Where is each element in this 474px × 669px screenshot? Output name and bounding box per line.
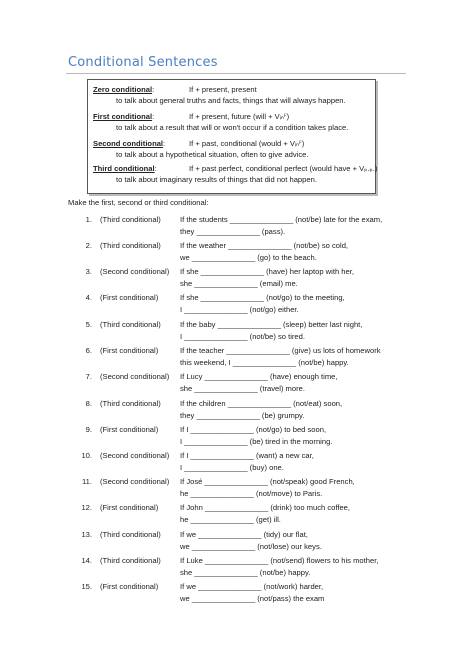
exercise-number: 10. [81,451,92,460]
exercise-line-1: If Luke _______________ (not/send) flowers to his mother, [180,556,379,565]
exercise-line-1: If José _______________ (not/speak) good French, [180,477,355,486]
definition-name: Zero conditional [93,85,153,94]
exercise-type: (First conditional) [100,293,159,302]
exercise-line-2: they _______________ (be) grumpy. [180,411,305,420]
definition-name: Second conditional [93,139,164,148]
definition-formula: If + present, future (will + Vᵢₙꟳ) [189,112,290,121]
exercise-number: 7. [85,372,92,381]
definition-name: First conditional [93,112,153,121]
exercise-type: (First conditional) [100,346,159,355]
exercise-line-1: If John _______________ (drink) too much coffee, [180,503,350,512]
exercise-line-1: If she _______________ (not/go) to the meeting, [180,293,345,302]
exercise-number: 9. [85,425,92,434]
exercise-type: (Third conditional) [100,320,161,329]
exercise-type: (First conditional) [100,582,159,591]
exercise-line-1: If Lucy _______________ (have) enough time, [180,372,338,381]
exercise-number: 4. [85,293,92,302]
definition-first: First conditional: If + present, future (will + Vᵢₙꟳ) to talk about a result that will or won't occur if a condition takes place. [93,112,349,132]
exercise-type: (Third conditional) [100,399,161,408]
definition-description: to talk about imaginary results of things that did not happen. [116,174,317,184]
exercise-line-1: If we _______________ (not/work) harder, [180,582,324,591]
exercise-line-2: he _______________ (not/move) to Paris. [180,489,323,498]
exercise-type: (Second conditional) [100,451,170,460]
exercise-line-1: If the baby _______________ (sleep) better last night, [180,320,363,329]
definition-third: Third conditional: If + past perfect, conditional perfect (would have + Vₚ.ₚ.) to talk about imaginary results of things that did not happen. [93,164,378,184]
exercise-line-1: If the students _______________ (not/be) late for the exam, [180,215,383,224]
exercise-line-1: If the children _______________ (not/eat) soon, [180,399,343,408]
definition-description: to talk about general truths and facts, things that will always happen. [116,95,346,105]
exercise-number: 12. [81,503,92,512]
definition-description: to talk about a hypothetical situation, often to give advice. [116,149,309,159]
definition-second: Second conditional: If + past, conditional (would + Vᵢₙꟳ) to talk about a hypothetical situation, often to give advice. [93,139,309,159]
exercise-number: 15. [81,582,92,591]
exercise-number: 6. [85,346,92,355]
exercise-line-1: If she _______________ (have) her laptop with her, [180,267,354,276]
exercise-line-2: I _______________ (not/go) either. [180,305,299,314]
exercise-line-1: If the weather _______________ (not/be) so cold, [180,241,349,250]
exercise-number: 11. [82,477,92,486]
exercise-line-1: If the teacher _______________ (give) us lots of homework [180,346,381,355]
exercise-line-2: I _______________ (be) tired in the morning. [180,437,333,446]
exercise-line-2: we _______________ (not/pass) the exam [180,594,325,603]
exercise-line-2: she _______________ (travel) more. [180,384,305,393]
definition-formula: If + past, conditional (would + Vᵢₙꟳ) [189,139,305,148]
exercise-type: (Third conditional) [100,215,161,224]
exercise-number: 14. [81,556,92,565]
exercise-number: 2. [85,241,92,250]
definition-zero: Zero conditional: If + present, present to talk about general truths and facts, things that will always happen. [93,85,346,105]
exercise-line-2: I _______________ (buy) one. [180,463,284,472]
exercise-number: 8. [85,399,92,408]
conditionals-reference-box [87,79,376,194]
page-title: Conditional Sentences [68,55,218,70]
exercise-line-2: he _______________ (get) ill. [180,515,281,524]
definition-formula: If + past perfect, conditional perfect (would have + Vₚ.ₚ.) [189,164,378,173]
exercise-line-2: I _______________ (not/be) so tired. [180,332,305,341]
exercise-line-2: she _______________ (not/be) happy. [180,568,311,577]
exercise-instruction: Make the first, second or third conditional: [68,198,209,207]
exercise-type: (Second conditional) [100,477,170,486]
exercise-type: (First conditional) [100,503,159,512]
exercise-number: 3. [85,267,92,276]
exercise-type: (Third conditional) [100,241,161,250]
exercise-line-2: she _______________ (email) me. [180,279,298,288]
definition-description: to talk about a result that will or won't occur if a condition takes place. [116,122,349,132]
exercise-line-1: If we _______________ (tidy) our flat, [180,530,308,539]
exercise-type: (Second conditional) [100,372,170,381]
definition-formula: If + present, present [189,85,257,94]
definition-name: Third conditional [93,164,155,173]
exercise-line-2: they _______________ (pass). [180,227,286,236]
exercise-line-1: If I _______________ (not/go) to bed soon, [180,425,327,434]
exercise-number: 13. [81,530,92,539]
exercise-type: (Second conditional) [100,267,170,276]
exercise-line-1: If I _______________ (want) a new car, [180,451,314,460]
exercise-number: 5. [85,320,92,329]
exercise-line-2: we _______________ (not/lose) our keys. [180,542,322,551]
exercise-line-2: we _______________ (go) to the beach. [180,253,317,262]
exercise-type: (Third conditional) [100,556,161,565]
exercise-type: (Third conditional) [100,530,161,539]
exercise-number: 1. [85,215,92,224]
exercise-type: (First conditional) [100,425,159,434]
title-divider [66,73,406,74]
exercise-line-2: this weekend, I _______________ (not/be) happy. [180,358,349,367]
